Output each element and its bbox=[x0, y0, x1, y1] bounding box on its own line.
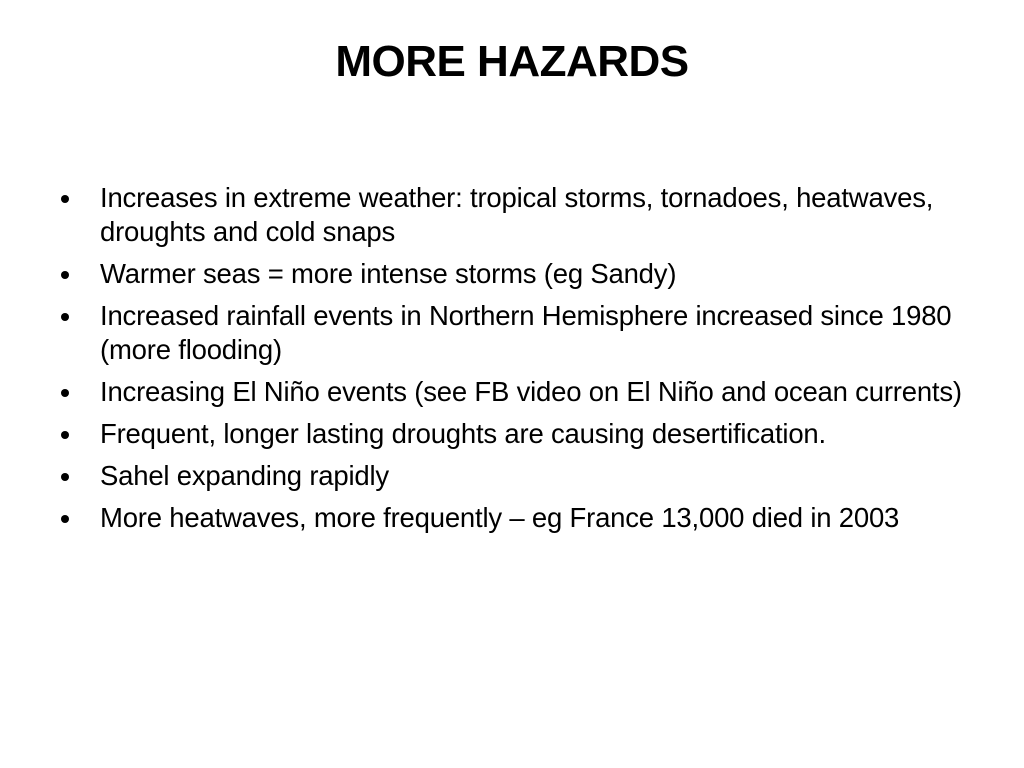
bullet-list bbox=[58, 181, 968, 543]
list-item bbox=[58, 257, 968, 291]
bullet-dot-icon bbox=[61, 271, 69, 279]
bullet-dot-icon bbox=[61, 515, 69, 523]
bullet-text: Increasing El Niño events (see FB video on El Niño and ocean currents) bbox=[100, 376, 962, 407]
list-item bbox=[58, 459, 968, 493]
list-item bbox=[58, 299, 968, 367]
bullet-text: More heatwaves, more frequently – eg France 13,000 died in 2003 bbox=[100, 502, 900, 533]
list-item bbox=[58, 501, 968, 535]
slide-title: MORE HAZARDS bbox=[335, 37, 689, 86]
list-item bbox=[58, 375, 968, 409]
bullet-text: Sahel expanding rapidly bbox=[100, 460, 389, 491]
bullet-dot-icon bbox=[61, 473, 69, 481]
bullet-text: Increases in extreme weather: tropical storms, tornadoes, heatwaves, droughts and cold snaps bbox=[100, 182, 934, 247]
bullet-dot-icon bbox=[61, 389, 69, 397]
list-item bbox=[58, 181, 968, 249]
bullet-text: Frequent, longer lasting droughts are causing desertification. bbox=[100, 418, 826, 449]
bullet-dot-icon bbox=[61, 431, 69, 439]
bullet-dot-icon bbox=[61, 313, 69, 321]
bullet-dot-icon bbox=[61, 195, 69, 203]
bullet-text: Warmer seas = more intense storms (eg Sandy) bbox=[100, 258, 677, 289]
bullet-text: Increased rainfall events in Northern Hemisphere increased since 1980 (more flooding) bbox=[100, 300, 952, 365]
list-item bbox=[58, 417, 968, 451]
